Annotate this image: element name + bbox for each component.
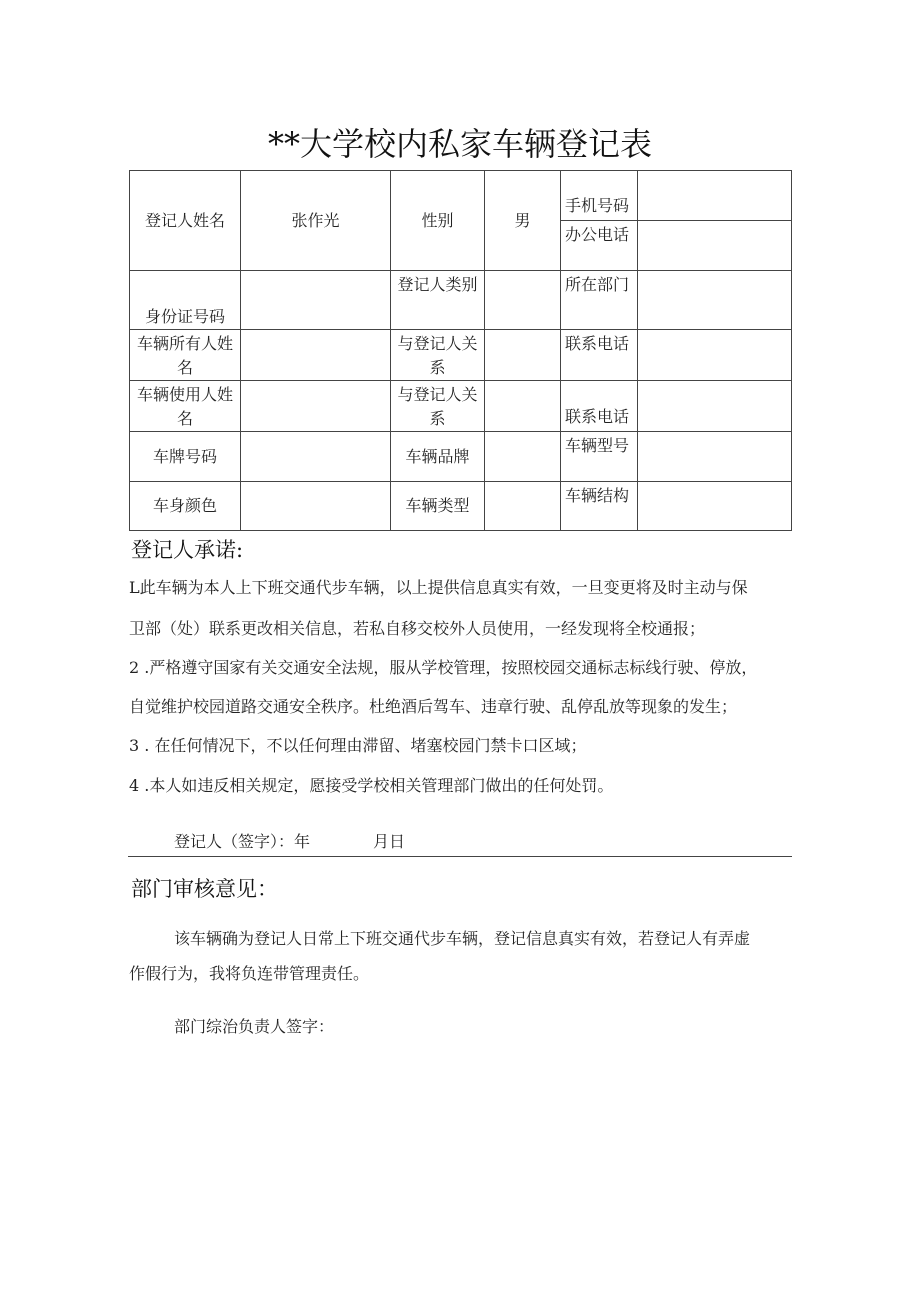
color-field[interactable] bbox=[241, 482, 391, 531]
plate-field[interactable] bbox=[241, 432, 391, 482]
pledge-item2-line1: 2 .严格遵守国家有关交通安全法规，服从学校管理，按照校园交通标志标线行驶、停放， bbox=[129, 658, 758, 677]
owner-name-label bbox=[130, 330, 241, 381]
model-label: 车辆型号 bbox=[561, 432, 638, 482]
user-phone-label: 联系电话 bbox=[561, 381, 638, 432]
user-relation-label-line2: 系 bbox=[429, 409, 446, 428]
mobile-field[interactable] bbox=[638, 171, 792, 221]
owner-name-field[interactable] bbox=[241, 330, 391, 381]
user-name-label-line2: 名 bbox=[176, 409, 193, 428]
registrant-category-field[interactable] bbox=[485, 271, 561, 330]
review-text-line2: 作假行为，我将负连带管理责任。 bbox=[129, 964, 370, 983]
registrant-name-value: 张作光 bbox=[241, 171, 391, 271]
brand-label: 车辆品牌 bbox=[391, 432, 485, 482]
user-phone-field[interactable] bbox=[638, 381, 792, 432]
owner-relation-field[interactable] bbox=[485, 330, 561, 381]
vehicle-registration-table bbox=[129, 170, 792, 531]
office-phone-label: 办公电话 bbox=[561, 221, 638, 271]
mobile-label: 手机号码 bbox=[561, 171, 638, 221]
color-label: 车身颜色 bbox=[130, 482, 241, 531]
plate-label: 车牌号码 bbox=[130, 432, 241, 482]
user-relation-label bbox=[391, 381, 485, 432]
structure-label: 车辆结构 bbox=[561, 482, 638, 531]
vehicle-type-field[interactable] bbox=[485, 482, 561, 531]
pledge-item3: 3 . 在任何情况下，不以任何理由滞留、堵塞校园门禁卡口区域； bbox=[129, 736, 587, 755]
gender-label: 性别 bbox=[391, 171, 485, 271]
model-field[interactable] bbox=[638, 432, 792, 482]
owner-relation-label-line1: 与登记人关 bbox=[397, 334, 478, 353]
vehicle-type-label: 车辆类型 bbox=[391, 482, 485, 531]
pledge-item2-line2: 自觉维护校园道路交通安全秩序。杜绝酒后驾车、违章行驶、乱停乱放等现象的发生； bbox=[129, 697, 738, 716]
user-name-field[interactable] bbox=[241, 381, 391, 432]
department-field[interactable] bbox=[638, 271, 792, 330]
id-number-field[interactable] bbox=[241, 271, 391, 330]
pledge-item4: 4 .本人如违反相关规定，愿接受学校相关管理部门做出的任何处罚。 bbox=[129, 776, 614, 795]
gender-value: 男 bbox=[485, 171, 561, 271]
owner-relation-label bbox=[391, 330, 485, 381]
review-text-line1: 该车辆确为登记人日常上下班交通代步车辆，登记信息真实有效，若登记人有弄虚 bbox=[174, 929, 751, 948]
user-relation-field[interactable] bbox=[485, 381, 561, 432]
registrant-category-label: 登记人类别 bbox=[391, 271, 485, 330]
user-relation-label-line1: 与登记人关 bbox=[397, 385, 478, 404]
owner-phone-field[interactable] bbox=[638, 330, 792, 381]
department-signature-label: 部门综治负责人签字： bbox=[174, 1017, 335, 1036]
pledge-heading: 登记人承诺: bbox=[131, 538, 244, 562]
registrant-date-suffix: 月日 bbox=[373, 832, 406, 851]
owner-name-label-line1: 车辆所有人姓 bbox=[136, 334, 233, 353]
pledge-item1-line2: 卫部（处）联系更改相关信息，若私自移交校外人员使用，一经发现将全校通报； bbox=[129, 619, 706, 638]
registrant-name-label: 登记人姓名 bbox=[130, 171, 241, 271]
office-phone-field[interactable] bbox=[638, 221, 792, 271]
section-divider bbox=[128, 856, 792, 857]
department-label: 所在部门 bbox=[561, 271, 638, 330]
owner-phone-label: 联系电话 bbox=[561, 330, 638, 381]
page-title: **大学校内私家车辆登记表 bbox=[267, 125, 652, 163]
brand-field[interactable] bbox=[485, 432, 561, 482]
user-name-label bbox=[130, 381, 241, 432]
owner-relation-label-line2: 系 bbox=[429, 358, 446, 377]
pledge-item1-line1: L此车辆为本人上下班交通代步车辆，以上提供信息真实有效，一旦变更将及时主动与保 bbox=[129, 578, 748, 597]
registrant-signature-label: 登记人（签字）：年 bbox=[174, 832, 311, 851]
user-name-label-line1: 车辆使用人姓 bbox=[136, 385, 233, 404]
structure-field[interactable] bbox=[638, 482, 792, 531]
id-number-label: 身份证号码 bbox=[130, 271, 241, 330]
review-heading: 部门审核意见： bbox=[131, 877, 278, 901]
owner-name-label-line2: 名 bbox=[176, 358, 193, 377]
